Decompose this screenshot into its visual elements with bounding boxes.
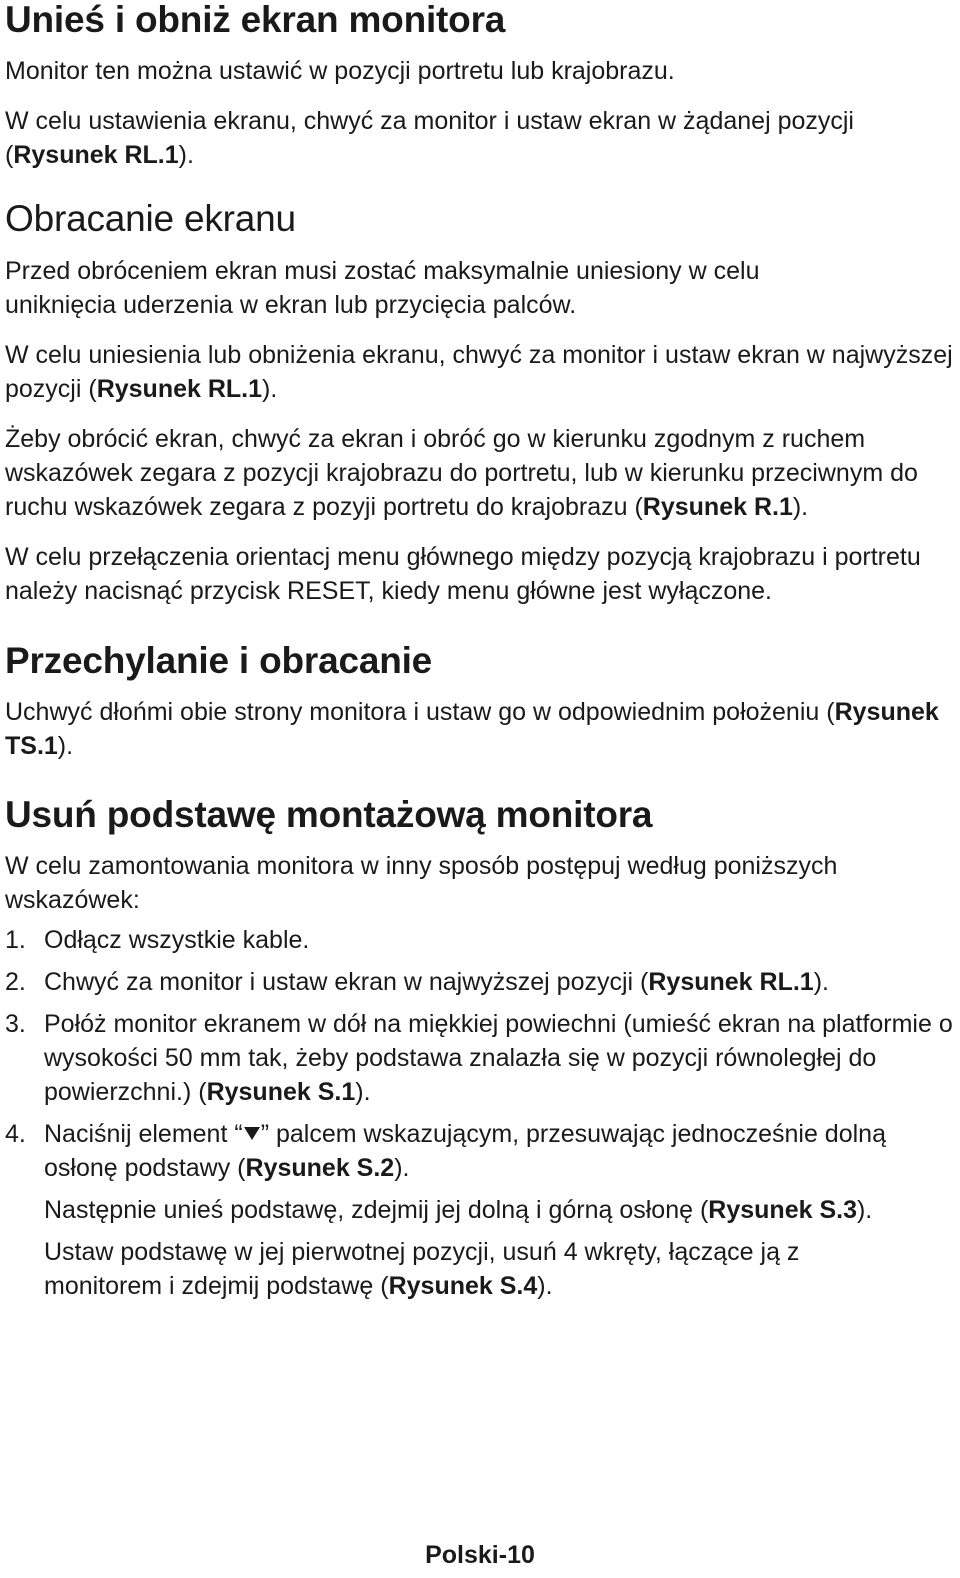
manual-page xyxy=(5,0,955,1303)
paragraph-raise-screen: W celu uniesienia lub obniżenia ekranu, chwyć za monitor i ustaw ekran w najwyższej pozycji (Rysunek RL.1). xyxy=(5,341,953,403)
triangle-down-icon xyxy=(244,1127,260,1140)
heading-remove-stand: Usuń podstawę montażową monitora xyxy=(5,794,653,835)
figure-ref: Rysunek RL.1 xyxy=(13,141,179,169)
paragraph-remove-screws: Ustaw podstawę w jej pierwotnej pozycji, usuń 4 wkręty, łączące ją z monitorem i zdejmij podstawę (Rysunek S.4). xyxy=(44,1238,800,1300)
list-item: 3. Połóż monitor ekranem w dół na miękkiej powiechni (umieść ekran na platformie o wysokości 50 mm tak, żeby podstawa znalazła się w pozycji równoległej do powierzchni.) (Rysunek S.1). xyxy=(5,1010,953,1106)
figure-ref: Rysunek RL.1 xyxy=(96,375,263,403)
page-number: Polski-10 xyxy=(425,1541,535,1569)
paragraph-before-rotate: Przed obróceniem ekran musi zostać maksymalnie uniesiony w celu uniknięcia uderzenia w ekran lub przycięcia palców. xyxy=(5,257,760,319)
paragraph-set-screen: W celu ustawienia ekranu, chwyć za monitor i ustaw ekran w żądanej pozycji (Rysunek RL.1). xyxy=(5,107,854,169)
figure-ref: Rysunek S.3 xyxy=(708,1196,857,1224)
list-item: 1. Odłącz wszystkie kable. xyxy=(5,926,310,954)
paragraph-grip-sides: Uchwyć dłońmi obie strony monitora i ustaw go w odpowiednim położeniu (Rysunek TS.1). xyxy=(5,698,939,760)
figure-ref: Rysunek R.1 xyxy=(642,493,793,521)
figure-ref: Rysunek S.2 xyxy=(245,1154,395,1182)
paragraph-menu-orientation: W celu przełączenia orientacj menu głównego między pozycją krajobrazu i portretu należy nacisnąć przycisk RESET, kiedy menu główne jest wyłączone. xyxy=(5,543,921,605)
heading-tilt-swivel: Przechylanie i obracanie xyxy=(5,640,433,681)
paragraph-rotate-direction: Żeby obrócić ekran, chwyć za ekran i obróć go w kierunku zgodnym z ruchem wskazówek zegara z pozycji krajobrazu do portretu, lub w kierunku przeciwnym do ruchu wskazówek zegara z pozyji portretu do krajobrazu (Rysunek R.1). xyxy=(5,425,918,521)
paragraph-orientation: Monitor ten można ustawić w pozycji portretu lub krajobrazu. xyxy=(5,57,675,85)
list-item: 2. Chwyć za monitor i ustaw ekran w najwyższej pozycji (Rysunek RL.1). xyxy=(5,968,829,996)
figure-ref: Rysunek S.1 xyxy=(206,1078,356,1106)
list-item: 4. Naciśnij element “ ” palcem wskazującym, przesuwając jednocześnie dolną osłonę podstawy (Rysunek S.2). xyxy=(5,1120,886,1182)
heading-raise-lower: Unieś i obniż ekran monitora xyxy=(5,0,506,40)
paragraph-mount-intro: W celu zamontowania monitora w inny sposób postępuj według poniższych wskazówek: xyxy=(5,852,838,914)
paragraph-lift-stand: Następnie unieś podstawę, zdejmij jej dolną i górną osłonę (Rysunek S.3). xyxy=(44,1196,873,1224)
figure-ref: Rysunek TS.1 xyxy=(5,698,939,760)
steps-list xyxy=(5,923,955,1185)
figure-ref: Rysunek S.4 xyxy=(388,1272,538,1300)
figure-ref: Rysunek RL.1 xyxy=(648,968,814,996)
heading-rotate-screen: Obracanie ekranu xyxy=(5,198,296,239)
